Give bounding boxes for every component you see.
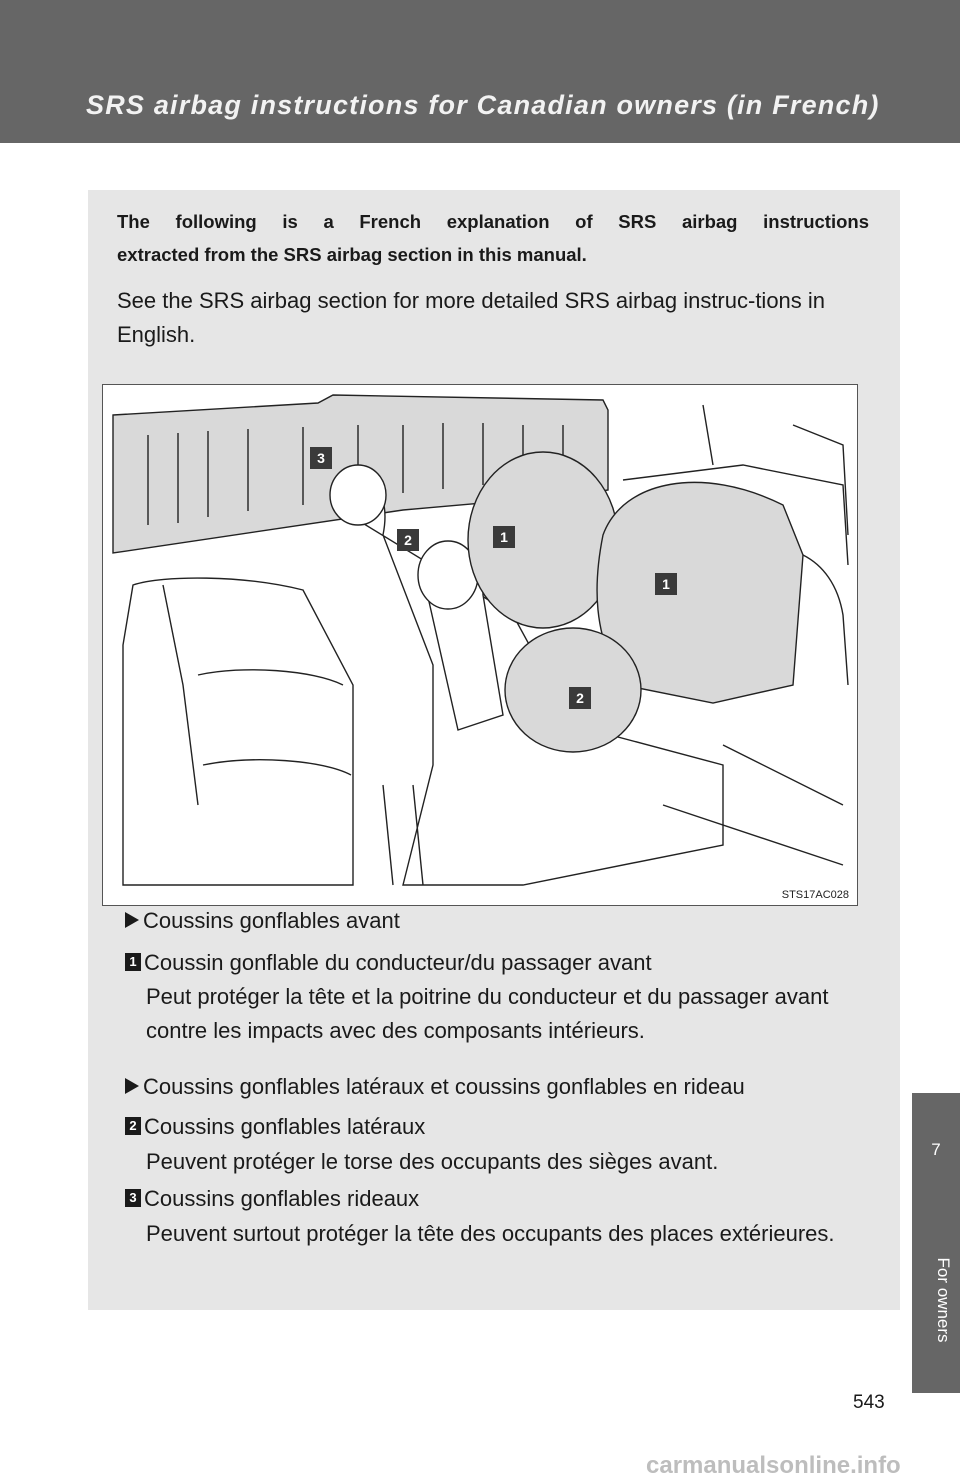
- item-description: Peuvent protéger le torse des occupants des sièges avant.: [146, 1149, 719, 1174]
- page-title: SRS airbag instructions for Canadian owners (in French): [86, 90, 880, 120]
- item-description: Peut protéger la tête et la poitrine du conducteur et du passager avant contre les impacts avec des composants intérieurs.: [146, 984, 829, 1043]
- page-header: [0, 0, 960, 143]
- callout-label: 1: [655, 573, 677, 595]
- number-3-icon: 3: [125, 1189, 141, 1207]
- callout-label: 3: [310, 447, 332, 469]
- number-2-icon: 2: [125, 1117, 141, 1135]
- section-heading-side-curtain-airbags: Coussins gonflables latéraux et coussins gonflables en rideau: [125, 1072, 745, 1102]
- triangle-bullet-icon: [125, 1078, 139, 1094]
- item-description: Peuvent surtout protéger la tête des occupants des places extérieures.: [146, 1221, 835, 1246]
- item-side-airbags: 2 Coussins gonflables latéraux: [125, 1111, 425, 1143]
- number-1-icon: 1: [125, 953, 141, 971]
- figure-code: STS17AC028: [781, 889, 849, 901]
- watermark: carmanualsonline.info: [646, 1452, 901, 1479]
- triangle-bullet-icon: [125, 912, 139, 928]
- chapter-label: For owners: [934, 1257, 953, 1343]
- page-number: 543: [853, 1392, 885, 1413]
- callout-label: 2: [569, 687, 591, 709]
- intro-paragraph: See the SRS airbag section for more detailed SRS airbag instruc-tions in English.: [117, 288, 826, 347]
- chapter-number: 7: [931, 1140, 941, 1159]
- intro-bold-line-1: The following is a French explanation of SRS airbag instructions: [117, 211, 869, 232]
- section-heading-front-airbags: Coussins gonflables avant: [125, 906, 400, 936]
- intro-bold-line-2: extracted from the SRS airbag section in this manual.: [117, 244, 587, 265]
- airbag-illustration: [102, 384, 858, 906]
- item-curtain-airbags: 3 Coussins gonflables rideaux: [125, 1183, 419, 1215]
- callout-label: 1: [493, 526, 515, 548]
- callout-label: 2: [397, 529, 419, 551]
- item-driver-passenger-airbag: 1 Coussin gonflable du conducteur/du passager avant: [125, 947, 652, 979]
- car-interior-drawing: [103, 385, 858, 906]
